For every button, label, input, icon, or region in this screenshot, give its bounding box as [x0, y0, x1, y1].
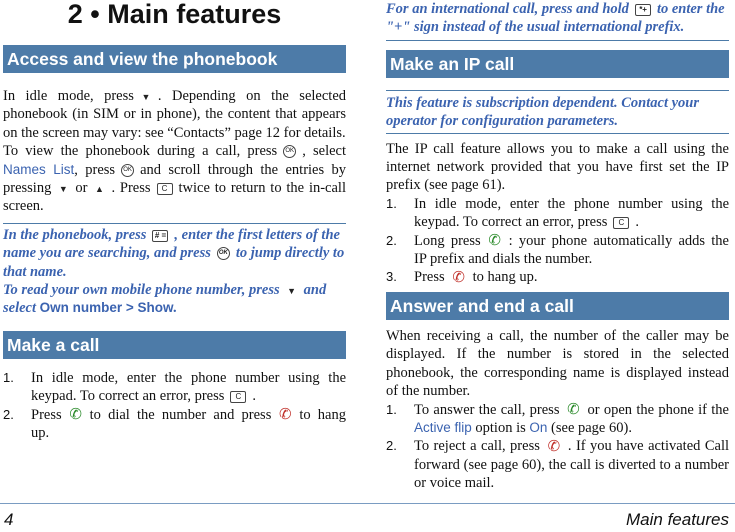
footer-rule: [0, 503, 735, 504]
ip-call-intro: The IP call feature allows you to make a call using the internet network provided that you have first set the IP prefix (see page 61).: [386, 140, 729, 194]
section-heading-ip-call: Make an IP call: [386, 50, 729, 78]
call-key-icon: ✆: [567, 401, 580, 419]
section-heading-phonebook: Access and view the phonebook: [3, 45, 346, 73]
end-key-icon: ✆: [452, 269, 465, 287]
right-column: [386, 0, 729, 493]
page-number: 4: [4, 510, 14, 529]
answer-call-intro: When receiving a call, the number of the caller may be displayed. If the number is stored in the selected phonebook, the corresponding name is displayed instead of the number.: [386, 327, 729, 400]
running-title: Main features: [626, 510, 729, 529]
phonebook-tips: [3, 223, 346, 318]
list-item: 2. Long press ✆ : your phone automatically adds the IP prefix and dials the number.: [386, 232, 729, 268]
c-key-icon: C: [613, 217, 629, 229]
c-key-icon: C: [157, 183, 173, 195]
names-list-menu: Names List: [3, 161, 75, 177]
phonebook-paragraph-2: To view the phonebook during a call, press OK , select Names List, press OK and scroll through the entries by pressing ▼ or ▲ . Press C twice to return to the in-call screen.: [3, 143, 346, 215]
up-key-icon: ▲: [94, 183, 104, 194]
international-call-tip: For an international call, press and hold *+ to enter the "+" sign instead of the usual international prefix.: [386, 0, 729, 41]
answer-call-steps: [386, 401, 729, 493]
phonebook-paragraph-1: In idle mode, press ▼ . Depending on the selected phonebook (in SIM or in phone), the content that appears on the screen may vary: see “Contacts” page 12 for details.: [3, 88, 347, 141]
ok-key-icon: OK: [217, 247, 230, 260]
list-item: 3. Press ✆ to hang up.: [386, 269, 538, 287]
list-item: 1. In idle mode, enter the phone number using the keypad. To correct an error, press C .: [3, 369, 346, 405]
own-number-menu: Own number > Show: [39, 300, 174, 316]
call-key-icon: ✆: [488, 232, 501, 250]
ip-call-note: This feature is subscription dependent. Contact your operator for configuration parameters.: [386, 90, 729, 134]
c-key-icon: C: [230, 391, 246, 403]
hash-key-icon: # =: [152, 230, 168, 242]
down-key-icon: ▼: [58, 183, 68, 194]
list-item: 1. To answer the call, press ✆ or open the phone if the Active flip option is On (see page 60).: [386, 401, 729, 436]
list-item: 1. In idle mode, enter the phone number using the keypad. To correct an error, press C .: [386, 195, 729, 231]
left-column: [3, 0, 346, 443]
on-value: On: [529, 419, 548, 435]
star-key-icon: *+: [635, 4, 651, 16]
section-heading-answer-call: Answer and end a call: [386, 292, 729, 320]
list-item: 2. To reject a call, press ✆ . If you have activated Call forward (see page 60), the call is diverted to a number or voice mail.: [386, 437, 730, 492]
ok-key-icon: OK: [121, 164, 134, 177]
call-key-icon: ✆: [69, 406, 82, 424]
end-key-icon: ✆: [547, 437, 561, 455]
down-key-icon: ▼: [141, 91, 151, 102]
phonebook-body: [3, 87, 346, 216]
tip-own-number: To read your own mobile phone number, press ▼ and select Own number > Show.: [3, 282, 327, 317]
ip-call-steps: [386, 195, 729, 287]
end-key-icon: ✆: [279, 406, 292, 424]
section-heading-make-call: Make a call: [3, 331, 346, 359]
tip-jump-to-name: In the phonebook, press # = , enter the first letters of the name you are searching, and press OK to jump directly to that name.: [3, 226, 345, 280]
down-key-icon: ▼: [287, 285, 297, 296]
make-call-steps: [3, 369, 346, 443]
ok-key-icon: OK: [283, 145, 296, 158]
chapter-title: 2 • Main features: [67, 0, 282, 29]
active-flip-option: Active flip: [414, 419, 472, 435]
list-item: 2. Press ✆ to dial the number and press ✆ to hang up.: [3, 406, 346, 442]
